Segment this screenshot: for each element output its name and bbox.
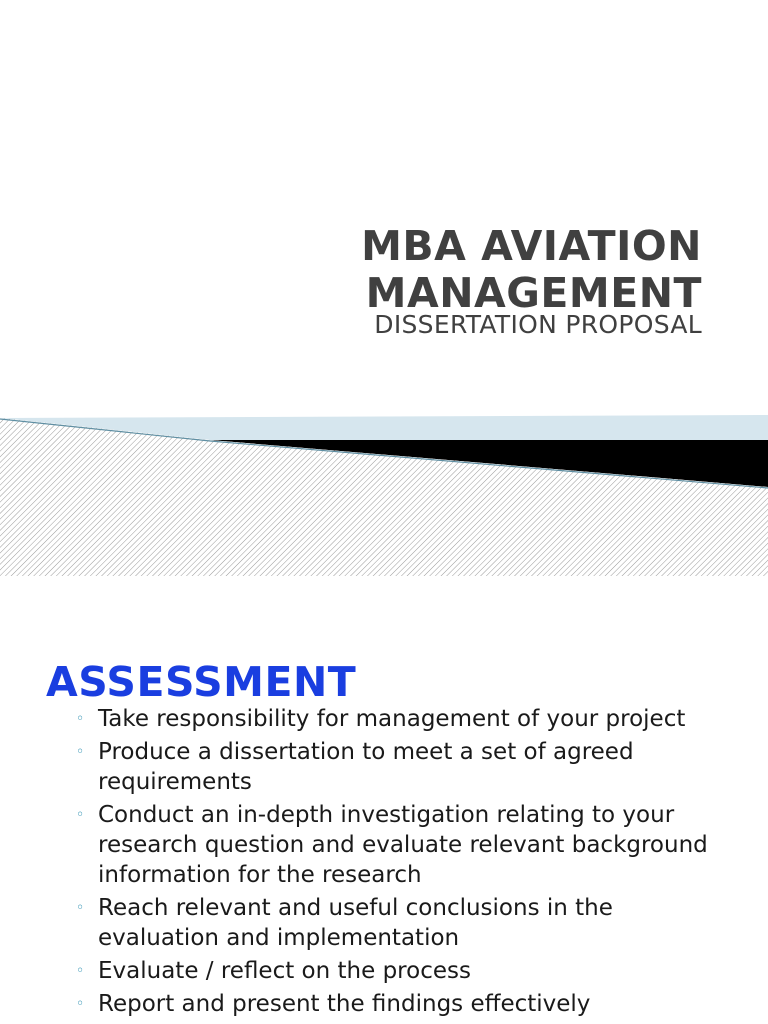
slide-title-line-1: MBA AVIATION (361, 222, 702, 271)
list-item (76, 737, 736, 797)
bullet-text: Produce a dissertation to meet a set of agreed requirements (98, 739, 634, 795)
circle-bullet-icon: ◦ (76, 963, 85, 979)
list-item (76, 704, 736, 734)
bullet-text: Report and present the findings effectively (98, 991, 591, 1017)
assessment-slide (0, 576, 768, 1024)
list-item (76, 893, 736, 953)
slide-title (102, 223, 702, 317)
slide-title-line-2: MANAGEMENT (365, 269, 702, 318)
bullet-text: Conduct an in-depth investigation relating to your research question and evaluate relevant background information for the research (98, 802, 708, 888)
list-item (76, 800, 736, 890)
bullet-text: Take responsibility for management of your project (98, 706, 686, 732)
circle-bullet-icon: ◦ (76, 807, 85, 823)
circle-bullet-icon: ◦ (76, 744, 85, 760)
slide-subtitle: DISSERTATION PROPOSAL (374, 310, 702, 339)
circle-bullet-icon: ◦ (76, 996, 85, 1012)
bullet-text: Evaluate / reflect on the process (98, 958, 471, 984)
assessment-heading: ASSESSMENT (46, 658, 357, 707)
circle-bullet-icon: ◦ (76, 900, 85, 916)
decorative-band (0, 400, 768, 576)
list-item (76, 956, 736, 986)
circle-bullet-icon: ◦ (76, 711, 85, 727)
bullet-text: Reach relevant and useful conclusions in the evaluation and implementation (98, 895, 613, 951)
list-item (76, 989, 736, 1019)
assessment-bullet-list (76, 704, 736, 1022)
